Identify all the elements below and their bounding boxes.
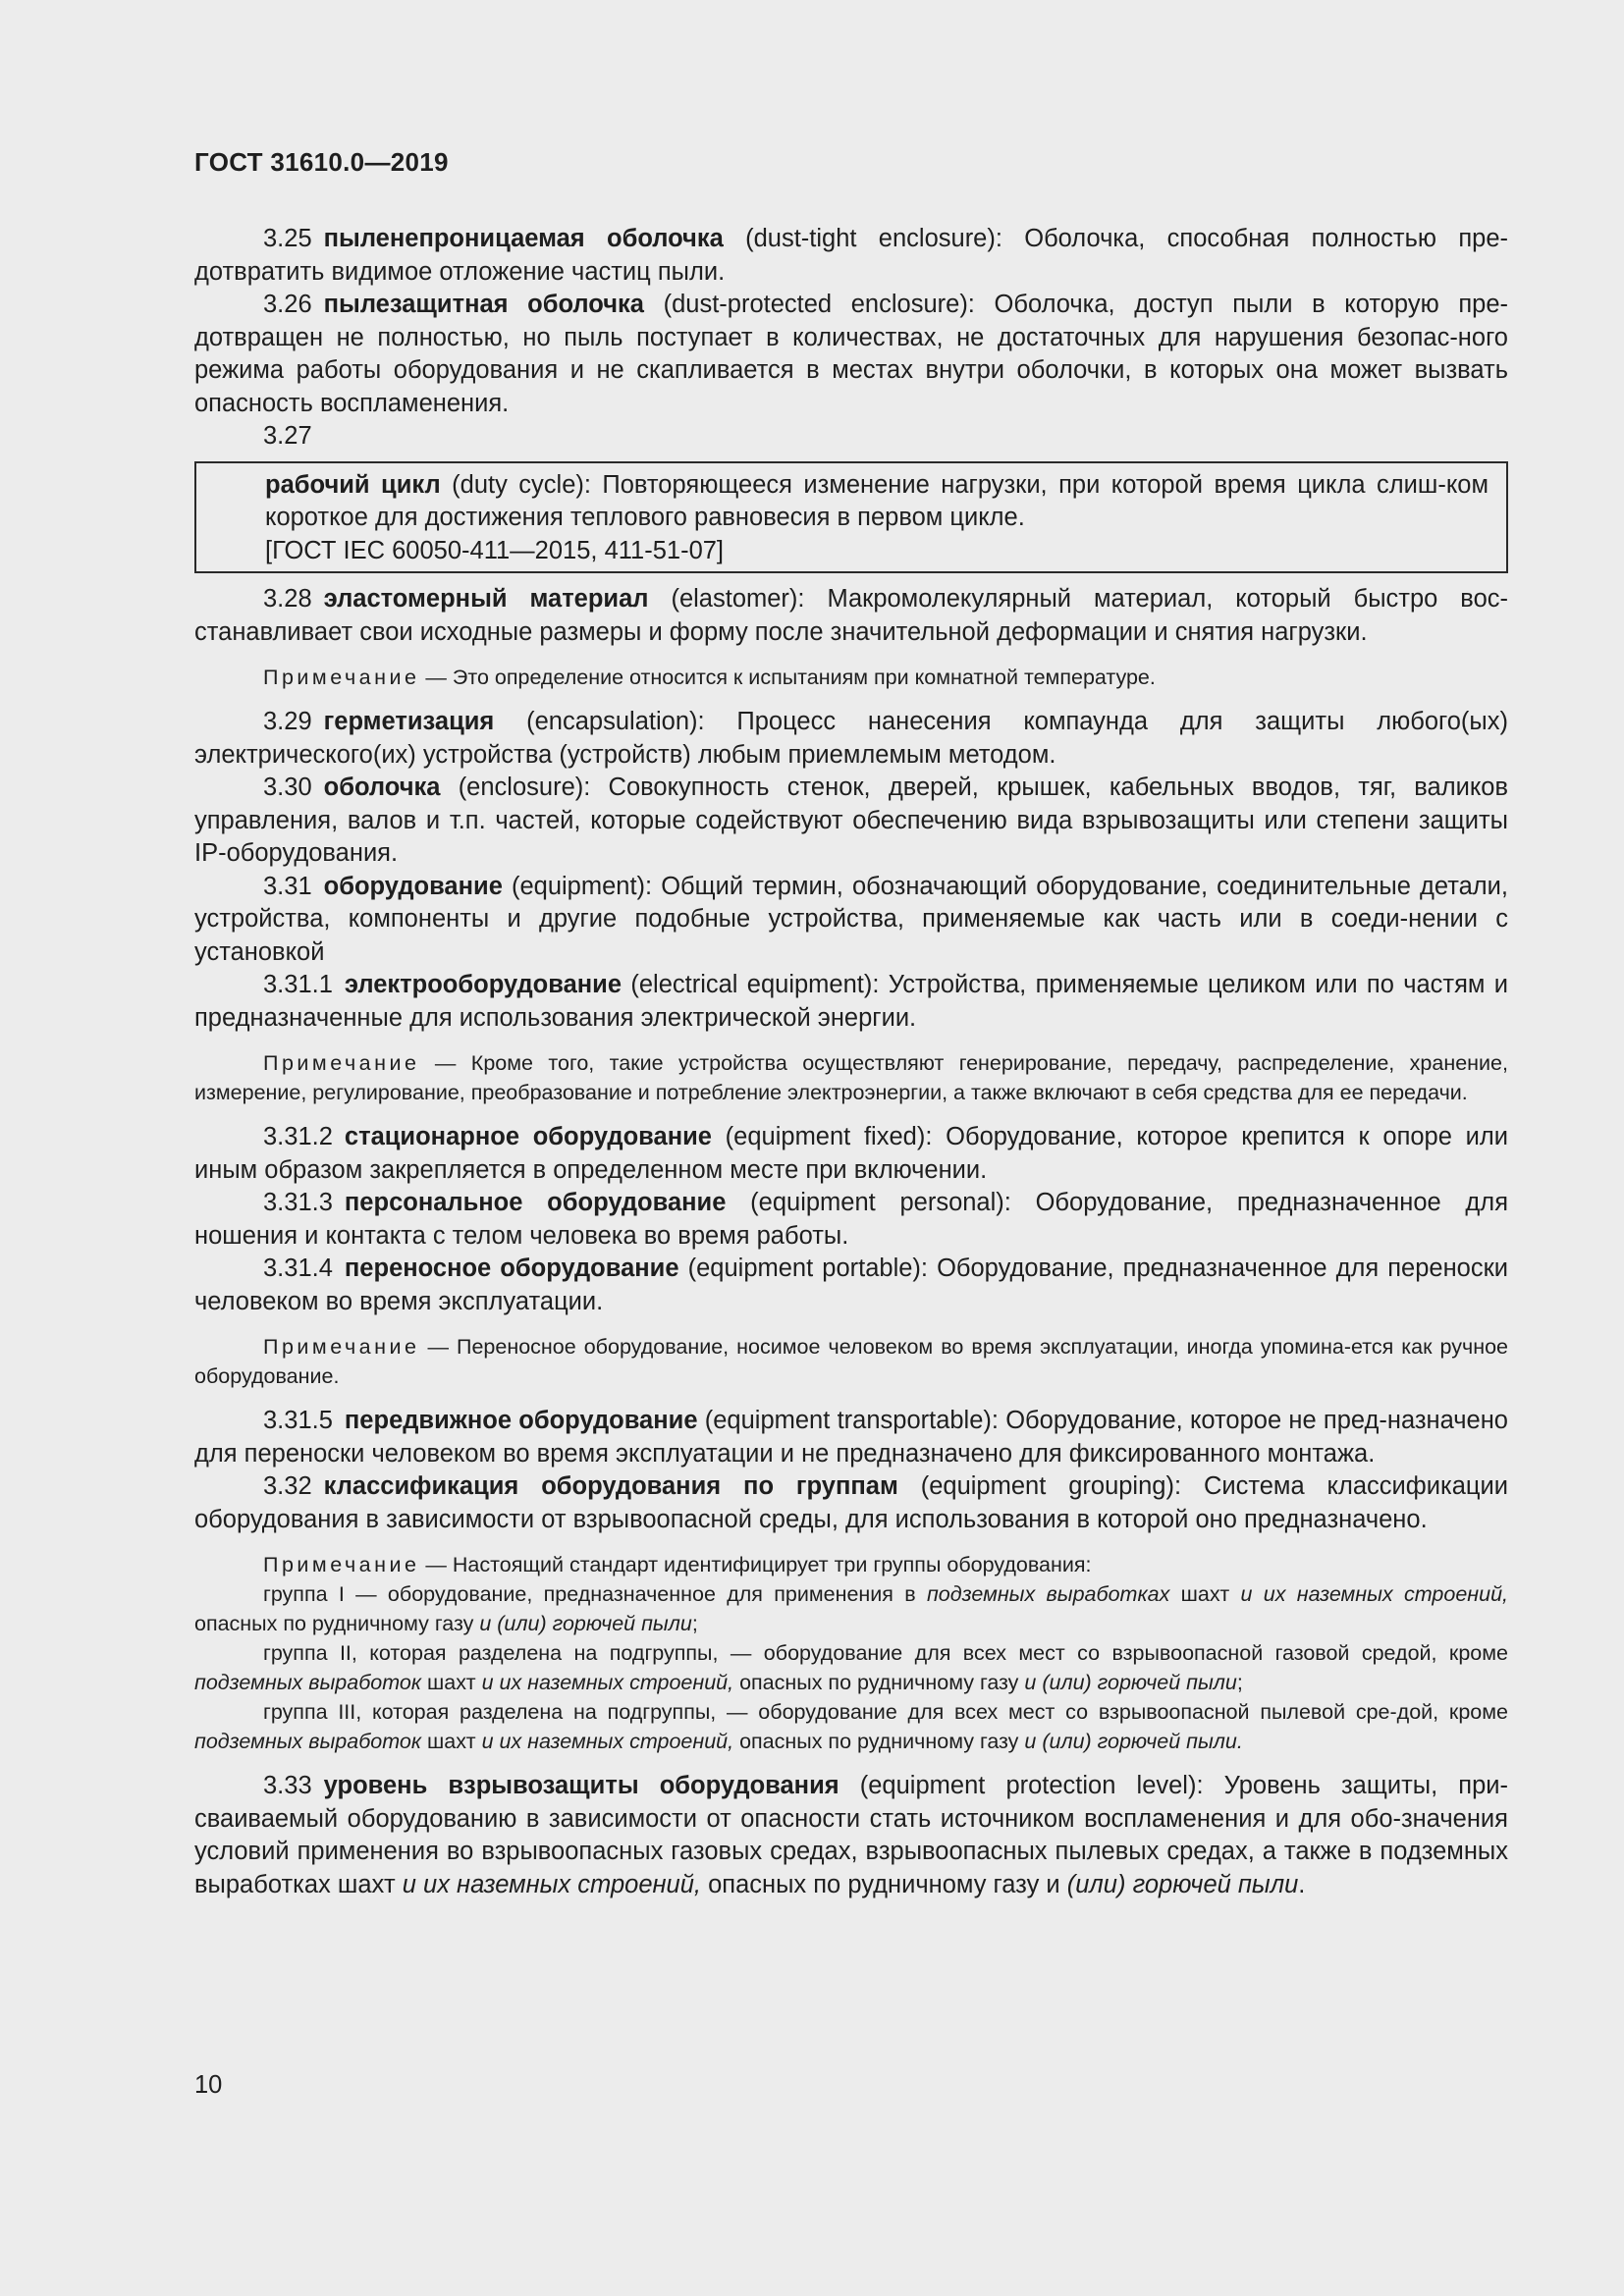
note-group-3	[194, 1697, 1508, 1756]
definition-3-32	[194, 1470, 1508, 1536]
definition-text: (equipment personal): Оборудование, предназначенное для ношения и контакта с телом человека во время работы.	[194, 1189, 1508, 1250]
definition-3-31-1	[194, 969, 1508, 1035]
note-text: группа III, которая разделена на подгруппы, — оборудование для всех мест со взрывоопасной пылевой сре-дой, кроме	[263, 1700, 1508, 1724]
note-text: группа II, которая разделена на подгруппы, — оборудование для всех мест со взрывоопасной газовой средой, кроме	[263, 1641, 1508, 1665]
term: переносное оборудование	[344, 1255, 679, 1282]
document-header: ГОСТ 31610.0—2019	[194, 147, 449, 177]
page-number: 10	[194, 2071, 223, 2099]
definition-italic: (или) горючей пыли	[1066, 1870, 1299, 1898]
note-text: — Настоящий стандарт идентифицирует три группы оборудования:	[419, 1553, 1092, 1576]
term: рабочий цикл	[265, 470, 441, 499]
note-italic: и их наземных строений,	[481, 1671, 734, 1694]
term: оборудование	[323, 872, 503, 900]
note-text: опасных по рудничному газу	[194, 1612, 480, 1635]
term: оболочка	[323, 774, 441, 801]
note-label: Примечание	[263, 666, 420, 689]
note-text: ;	[1236, 1671, 1243, 1694]
term: пылезащитная оболочка	[323, 291, 644, 318]
definition-text: (dust-protected enclosure): Оболочка, доступ пыли в которую пре-дотвращен не полностью, но пыль поступает в количествах, не достаточных для нарушения безопас-ного режима работы оборудования и не скапливается в местах внутри оболочки, в которых она может вызвать опасность воспламенения.	[194, 291, 1509, 417]
note-italic: и их наземных строений,	[481, 1730, 734, 1753]
note-italic: подземных выработок	[194, 1671, 422, 1694]
term: эластомерный материал	[323, 585, 649, 613]
definition-3-28	[194, 583, 1508, 649]
definition-text: (dust-tight enclosure): Оболочка, способная полностью пре-дотвратить видимое отложение частиц пыли.	[194, 225, 1508, 286]
term: персональное оборудование	[344, 1189, 727, 1216]
clause-number: 3.25	[263, 225, 312, 252]
note-italic: и (или) горючей пыли.	[1024, 1730, 1243, 1753]
note-text: шахт	[421, 1671, 482, 1694]
term: передвижное оборудование	[344, 1407, 698, 1434]
note-3-32	[194, 1550, 1508, 1579]
definition-3-27	[265, 469, 1489, 535]
term: уровень взрывозащиты оборудования	[323, 1772, 839, 1799]
definition-text: (encapsulation): Процесс нанесения компаунда для защиты любого(ых) электрического(их) устройства (устройств) любым приемлемым методом.	[194, 708, 1508, 769]
definition-3-33	[194, 1770, 1508, 1901]
term: стационарное оборудование	[344, 1123, 712, 1150]
clause-number: 3.31.4	[263, 1255, 333, 1282]
note-text: опасных по рудничному газу	[733, 1671, 1025, 1694]
note-text: ;	[691, 1612, 698, 1635]
clause-number: 3.31.1	[263, 971, 333, 998]
note-text: опасных по рудничному газу	[733, 1730, 1025, 1753]
note-italic: подземных выработках	[926, 1582, 1170, 1606]
definition-text: .	[1298, 1870, 1306, 1898]
term: герметизация	[323, 708, 495, 735]
note-italic: и (или) горючей пыли	[479, 1612, 692, 1635]
clause-number: 3.31.2	[263, 1123, 333, 1150]
definition-text: (equipment grouping): Система классификации оборудования в зависимости от взрывоопасной среды, для использования в которой оно предназначено.	[194, 1472, 1509, 1533]
definition-text: (equipment transportable): Оборудование, которое не пред-назначено для переноски человеком во время эксплуатации и не предназначено для фиксированного монтажа.	[194, 1407, 1508, 1468]
clause-number-3-27: 3.27	[263, 422, 312, 450]
definition-text: (equipment): Общий термин, обозначающий оборудование, соединительные детали, устройства, компоненты и другие подобные устройства, применяемые как часть или в соеди-нении с установкой	[194, 872, 1508, 966]
term: электрооборудование	[344, 971, 623, 998]
clause-number: 3.31.5	[263, 1407, 333, 1434]
note-italic: и (или) горючей пыли	[1024, 1671, 1237, 1694]
clause-number: 3.31	[263, 872, 312, 900]
definition-text: (equipment portable): Оборудование, предназначенное для переноски человеком во время эксплуатации.	[194, 1255, 1508, 1315]
quoted-definition-box	[194, 461, 1508, 574]
definition-3-30	[194, 772, 1508, 871]
source-reference: [ГОСТ IEC 60050-411—2015, 411-51-07]	[265, 536, 725, 564]
note-3-31-4	[194, 1332, 1508, 1391]
clause-number: 3.30	[263, 774, 312, 801]
definition-text: (enclosure): Совокупность стенок, дверей, крышек, кабельных вводов, тяг, валиков управления, валов и т.п. частей, которые содействуют обеспечению вида взрывозащиты или степени защиты IP-оборудования.	[194, 774, 1508, 867]
definition-3-31-2	[194, 1121, 1508, 1187]
definition-text: (equipment fixed): Оборудование, которое крепится к опоре или иным образом закрепляется в определенном месте при включении.	[194, 1123, 1509, 1184]
definition-3-31-3	[194, 1187, 1508, 1253]
definition-3-31	[194, 871, 1508, 970]
definition-text: (equipment protection level): Уровень защиты, при-сваиваемый оборудованию в зависимости от опасности стать источником воспламенения и для обо-значения условий применения во взрывоопасных газовых средах, взрывоопасных пылевых средах, а также в подземных выработках шахт	[194, 1772, 1509, 1898]
term: классификация оборудования по группам	[323, 1472, 898, 1500]
note-italic: подземных выработок	[194, 1730, 422, 1753]
note-3-28	[194, 663, 1508, 692]
note-label: Примечание	[263, 1335, 420, 1359]
clause-number: 3.31.3	[263, 1189, 333, 1216]
note-text: шахт	[1169, 1582, 1241, 1606]
clause-number: 3.29	[263, 708, 312, 735]
note-label: Примечание	[263, 1051, 420, 1075]
definition-text: (duty cycle): Повторяющееся изменение нагрузки, при которой время цикла слиш-ком короткое для достижения теплового равновесия в первом цикле.	[265, 470, 1489, 531]
note-3-31-1	[194, 1048, 1508, 1107]
clause-number: 3.26	[263, 291, 312, 318]
note-group-1	[194, 1579, 1508, 1638]
definition-text: (elastomer): Макромолекулярный материал, который быстро вос-станавливает свои исходные размеры и форму после значительной деформации и снятия нагрузки.	[194, 585, 1508, 646]
definition-3-25	[194, 223, 1508, 289]
note-text: группа I — оборудование, предназначенное для применения в	[263, 1582, 927, 1606]
definition-text: опасных по рудничному газу и	[701, 1870, 1067, 1898]
note-text: — Это определение относится к испытаниям при комнатной температуре.	[419, 666, 1156, 689]
term: пыленепроницаемая оболочка	[323, 225, 724, 252]
note-text: — Кроме того, такие устройства осуществляют генерирование, передачу, распределение, хранение, измерение, регулирование, преобразование и потребление электроэнергии, а также включают в себя средства для ее передачи.	[194, 1051, 1508, 1104]
note-text: — Переносное оборудование, носимое человеком во время эксплуатации, иногда упомина-ется как ручное оборудование.	[194, 1335, 1508, 1388]
definition-3-29	[194, 706, 1508, 772]
note-label: Примечание	[263, 1553, 420, 1576]
note-italic: и их наземных строений,	[1240, 1582, 1508, 1606]
definition-3-26	[194, 289, 1508, 420]
definition-italic: и их наземных строений,	[402, 1870, 701, 1898]
note-group-2	[194, 1638, 1508, 1697]
clause-number: 3.32	[263, 1472, 312, 1500]
definition-3-31-5	[194, 1405, 1508, 1470]
note-text: шахт	[421, 1730, 482, 1753]
document-body	[194, 223, 1508, 1901]
clause-number: 3.28	[263, 585, 312, 613]
clause-number: 3.33	[263, 1772, 312, 1799]
definition-3-31-4	[194, 1253, 1508, 1318]
definition-text: (electrical equipment): Устройства, применяемые целиком или по частям и предназначенные для использования электрической энергии.	[194, 971, 1508, 1032]
